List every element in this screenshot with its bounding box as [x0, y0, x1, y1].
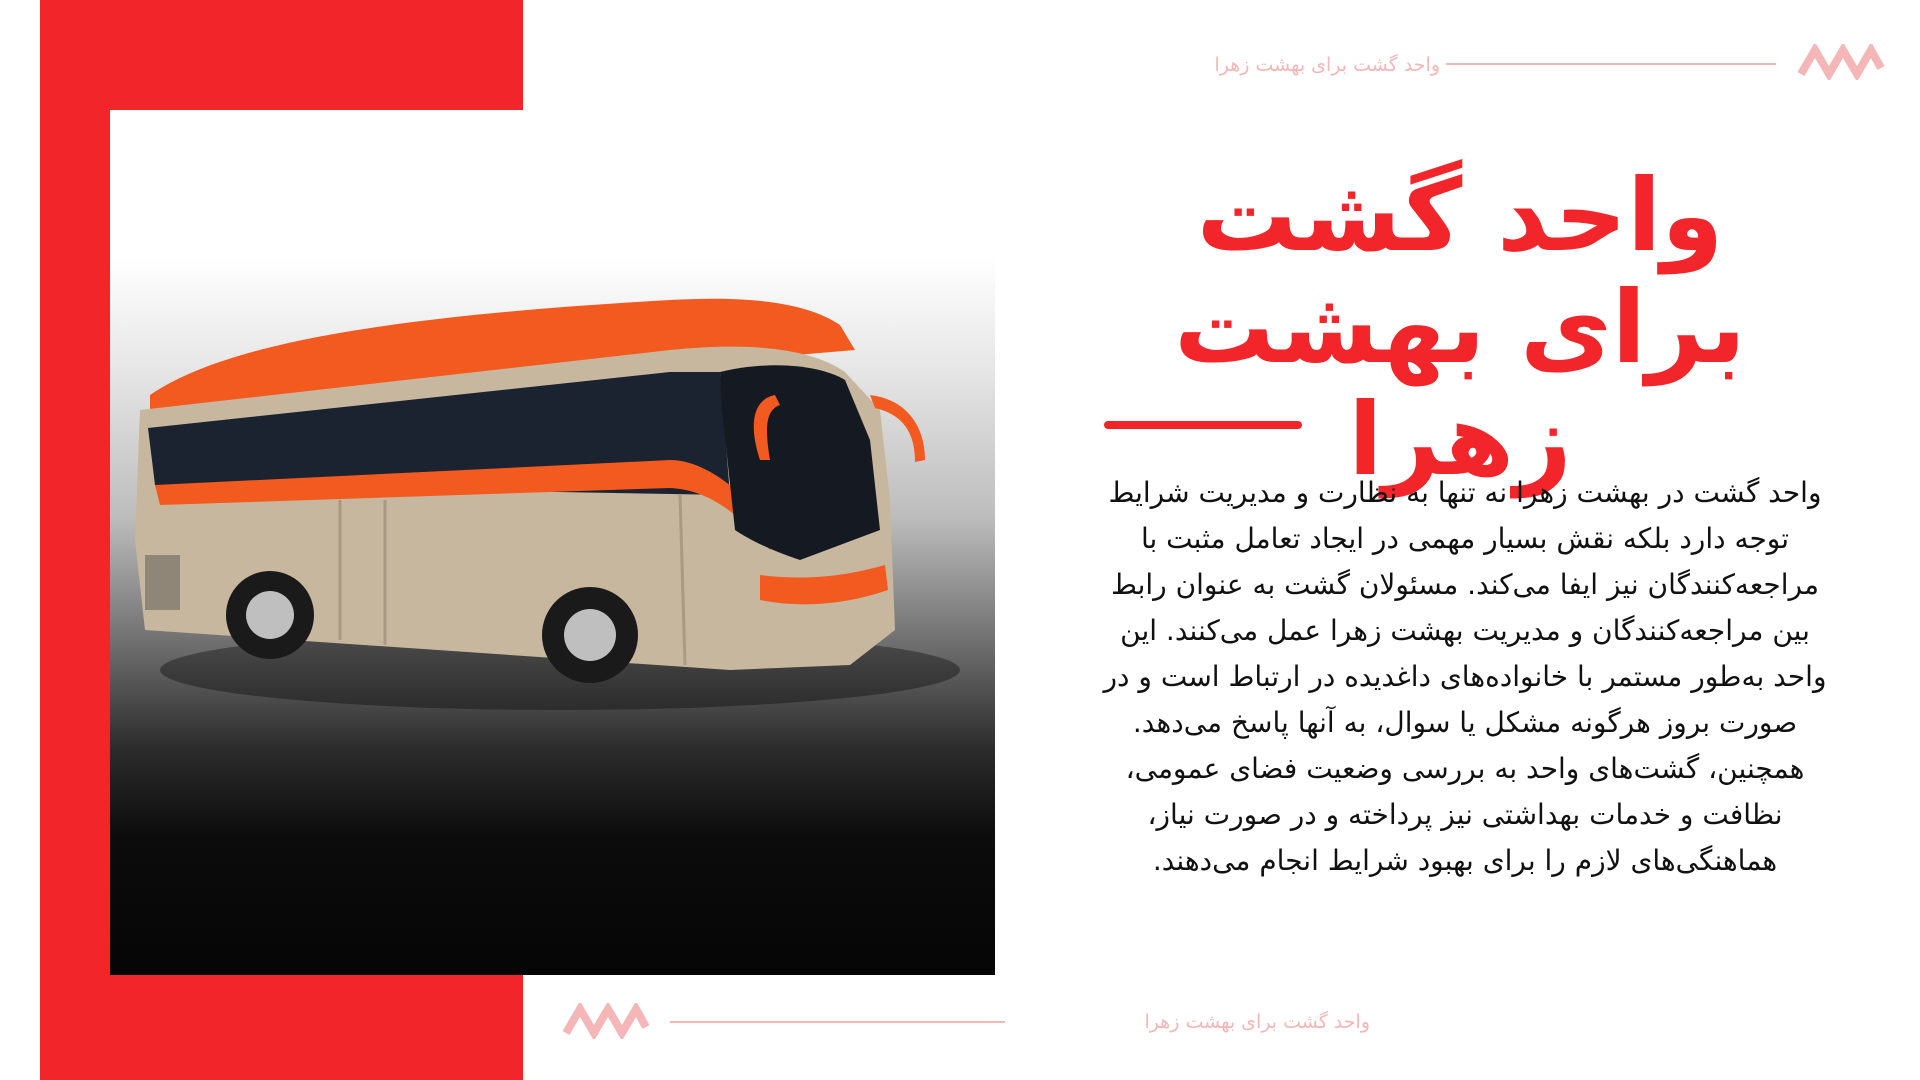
body-paragraph: واحد گشت در بهشت زهرا نه تنها به نظارت و مدیریت شرایط توجه دارد بلکه نقش بسیار مهمی در ایجاد تعامل مثبت با مراجعه‌کنندگان نیز ایفا می‌کند. مسئولان گشت به عنوان رابط بین مراجعه‌کنندگان و مدیریت بهشت زهرا عمل می‌کنند. این واحد به‌طور مستمر با خانواده‌های داغدیده در ارتباط است و در صورت بروز هرگونه مشکل یا سوال، به آنها پاسخ می‌دهد. همچنین، گشت‌های واحد به بررسی وضعیت فضای عمومی، نظافت و خدمات بهداشتی نیز پرداخته و در صورت نیاز، هماهنگی‌های لازم را برای بهبود شرایط انجام می‌دهند. — [1103, 476, 1827, 877]
footer-divider-line — [670, 1021, 1005, 1023]
zigzag-icon — [1797, 44, 1885, 80]
header-caption: واحد گشت برای بهشت زهرا — [1214, 54, 1440, 76]
footer-caption: واحد گشت برای بهشت زهرا — [1144, 1011, 1370, 1033]
page-title: واحد گشت برای بهشت زهرا — [1174, 157, 1746, 498]
zigzag-icon — [562, 1003, 650, 1039]
bus-photo — [110, 110, 995, 975]
title-accent-line — [1104, 421, 1302, 429]
header-divider-line — [1446, 63, 1776, 65]
